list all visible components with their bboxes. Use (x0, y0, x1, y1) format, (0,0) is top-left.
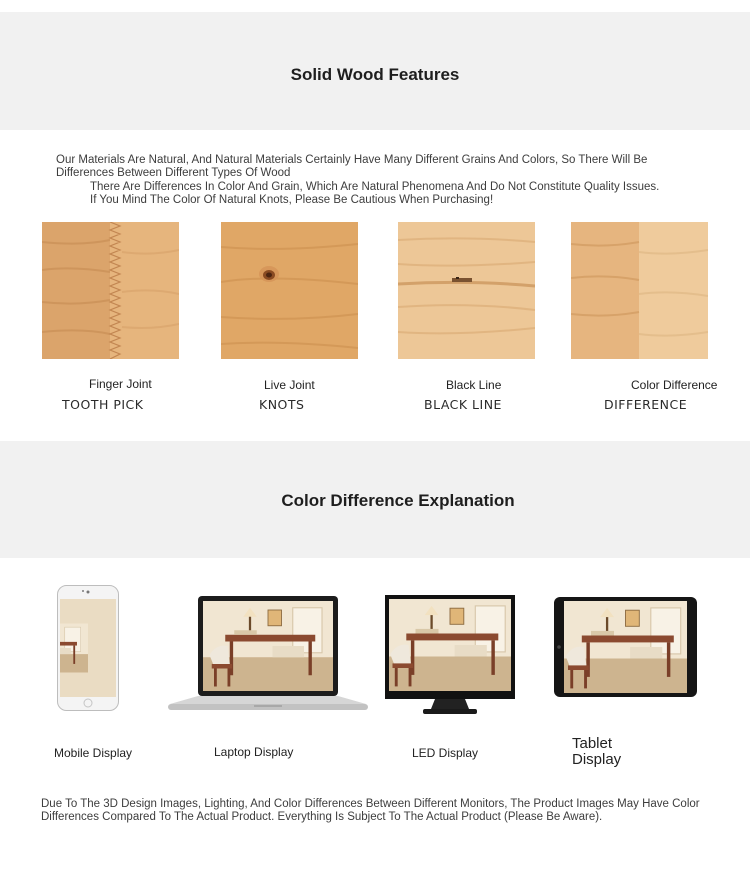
mobile-display-label: Mobile Display (54, 746, 133, 760)
color-difference-label: Color Difference (631, 378, 718, 392)
led-display-label: LED Display (412, 746, 479, 760)
tooth-pick-caption: TOOTH PICK (62, 397, 144, 412)
finger-joint-wood-swatch (42, 222, 179, 359)
tablet-display-label: Tablet Display (572, 735, 622, 768)
difference-caption: DIFFERENCE (604, 397, 688, 412)
led-monitor-icon (385, 595, 515, 717)
laptop-icon (168, 594, 368, 714)
color-difference-wood-swatch (571, 222, 708, 359)
color-difference-title: Color Difference Explanation (281, 491, 515, 510)
intro-paragraph-1: Our Materials Are Natural, And Natural Materials Certainly Have Many Different Grains And Colors, So There Will Be Differences Between Different Types Of Wood (56, 154, 648, 179)
live-joint-label: Live Joint (264, 378, 315, 392)
black-line-wood-swatch (398, 222, 535, 359)
tablet-icon (554, 597, 697, 697)
finger-joint-label: Finger Joint (89, 377, 152, 391)
knot-wood-swatch (221, 222, 358, 359)
solid-wood-title: Solid Wood Features (290, 65, 460, 84)
laptop-display-label: Laptop Display (214, 745, 294, 759)
black-line-label: Black Line (446, 378, 502, 392)
mobile-phone-icon (57, 585, 119, 711)
black-line-caption: BLACK LINE (424, 397, 502, 412)
color-difference-note: Due To The 3D Design Images, Lighting, And Color Differences Between Different Monitors, The Product Images May Have Color Differences Compared To The Actual Product. Everything Is Subject To The Actual Product (Please Be Aware). (41, 798, 700, 823)
intro-paragraph-2: There Are Differences In Color And Grain, Which Are Natural Phenomena And Do Not Constitute Quality Issues. If You Mind The Color Of Natural Knots, Please Be Cautious When Purchasing! (90, 181, 660, 206)
knots-caption: KNOTS (259, 397, 305, 412)
